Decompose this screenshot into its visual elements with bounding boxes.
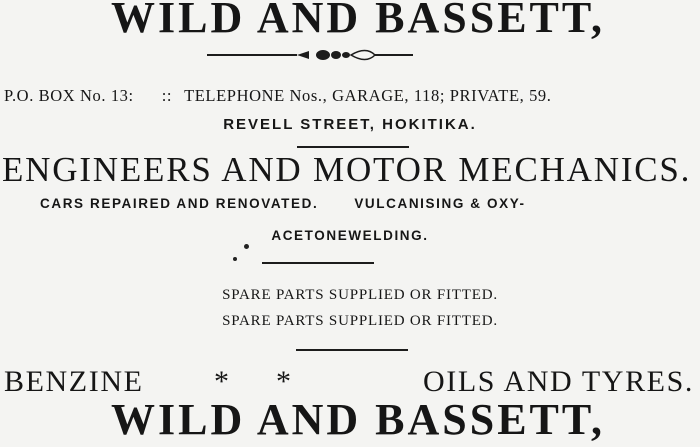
company-title: WILD AND BASSETT,	[111, 0, 605, 42]
benzine-text: BENZINE	[4, 365, 144, 398]
spare-parts-line-2: SPARE PARTS SUPPLIED OR FITTED.	[222, 313, 498, 329]
company-title-footer: WILD AND BASSETT,	[111, 395, 605, 444]
contact-separator: ::	[161, 86, 173, 105]
contact-line	[4, 86, 552, 106]
ornament-divider	[205, 46, 415, 64]
cars-repaired-text: CARS REPAIRED AND RENOVATED.	[40, 196, 319, 211]
print-speck	[233, 257, 237, 261]
vulcanising-text: VULCANISING & OXY-	[354, 196, 526, 211]
star-separator-1: *	[214, 365, 231, 398]
divider-rule-2	[262, 262, 374, 264]
street-address: REVELL STREET, HOKITIKA.	[223, 116, 477, 133]
divider-rule-3	[296, 349, 408, 351]
business-heading: ENGINEERS AND MOTOR MECHANICS.	[2, 150, 692, 189]
oils-and-tyres-text: OILS AND TYRES.	[423, 365, 694, 398]
telephone-numbers: TELEPHONE Nos., GARAGE, 118; PRIVATE, 59.	[184, 86, 552, 105]
services-line-1	[40, 196, 526, 211]
divider-rule-1	[297, 146, 409, 148]
services-line-2: ACETONEWELDING.	[271, 228, 429, 243]
star-separator-2: *	[276, 365, 293, 398]
spare-parts-line-1: SPARE PARTS SUPPLIED OR FITTED.	[222, 287, 498, 303]
print-speck	[244, 244, 249, 249]
po-box: P.O. BOX No. 13:	[4, 86, 134, 105]
